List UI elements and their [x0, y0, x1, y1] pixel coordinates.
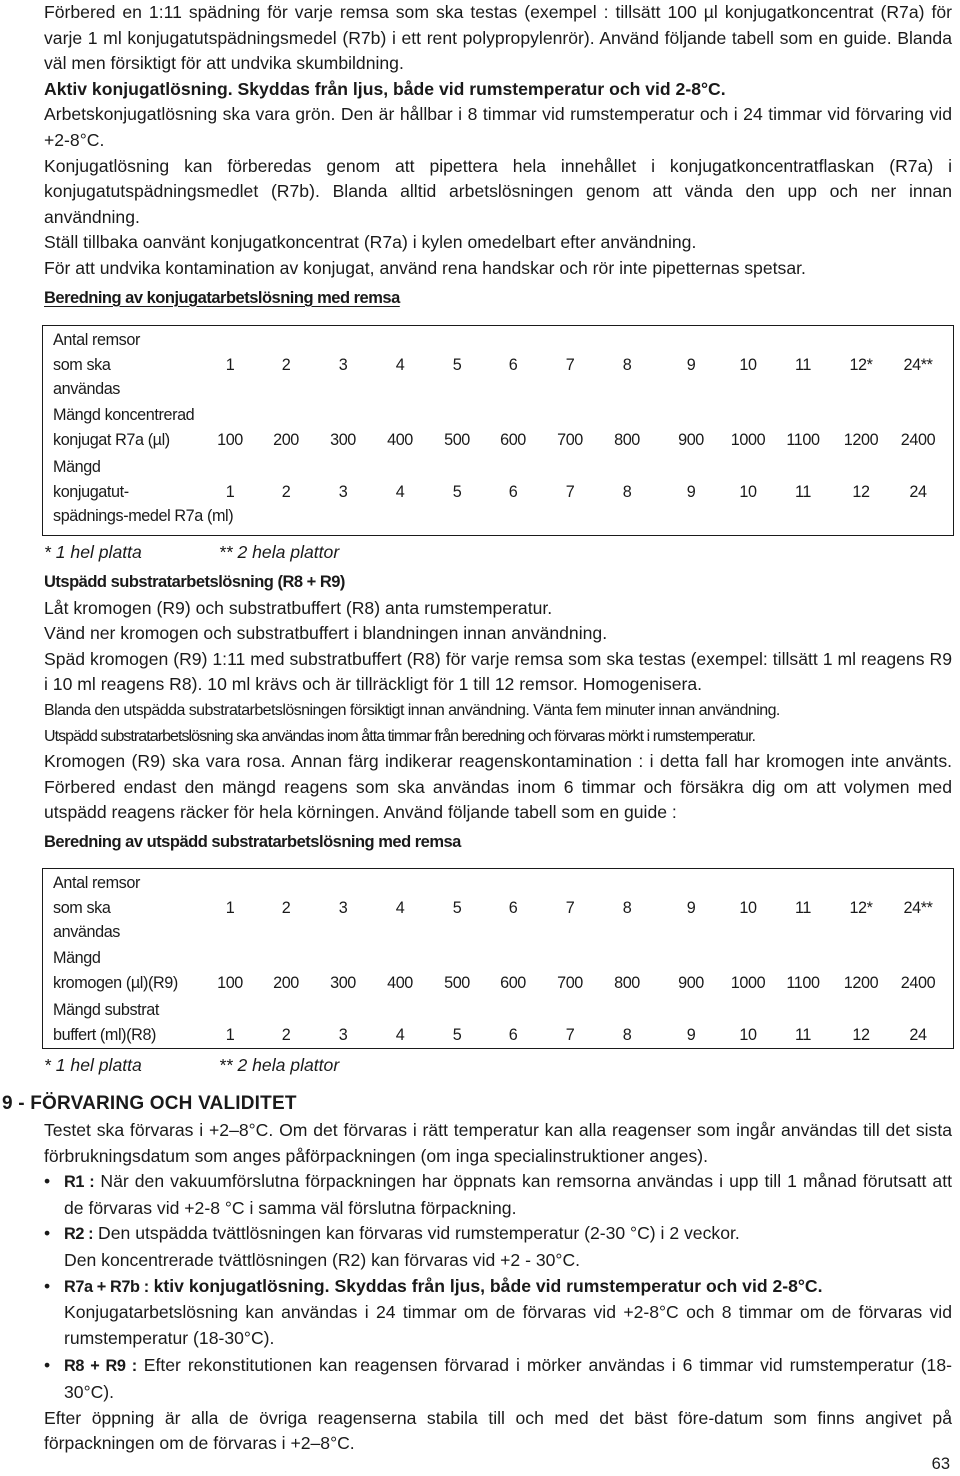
table-cell: 5: [452, 1025, 462, 1044]
row-label: [53, 871, 140, 945]
table-cell: 6: [508, 1025, 518, 1044]
table-cell: 900: [678, 430, 704, 449]
bullet-r2-label: R2 :: [64, 1225, 94, 1244]
table-cell: 4: [395, 482, 405, 501]
row-label-line: buffert (ml)(R8): [53, 1025, 157, 1044]
substrate-table: [42, 868, 954, 1049]
note-two-plates: ** 2 hela plattor: [218, 542, 340, 562]
bullet-r1-text: När den vakuumförslutna förpackningen har öppnats kan remsorna användas i upp till 1 månad förutsatt att de förvaras vid +2-8 °C i samma väl förslutna förpackning.: [64, 1171, 952, 1218]
row-label-line: som ska: [53, 355, 111, 374]
table-cell: 12: [852, 1025, 870, 1044]
intro-block: [44, 0, 952, 311]
table-cell: 100: [217, 430, 243, 449]
table-row: [43, 871, 953, 945]
substrate-p1: Låt kromogen (R9) och substratbuffert (R8) anta rumstemperatur.: [44, 597, 553, 618]
table-cell: 500: [444, 973, 470, 992]
table-cell: 24**: [903, 898, 933, 917]
table-cell: 6: [508, 898, 518, 917]
row-label-line: användas: [53, 380, 121, 399]
table-cell: 100: [217, 973, 243, 992]
table-cell: 300: [330, 973, 356, 992]
note-one-plate: * 1 hel platta: [44, 542, 142, 562]
bullet-r7-text: Konjugatarbetslösning kan användas i 24 timmar om de förvaras vid +2-8°C och 8 timmar om de förvaras vid rumstemperatur (18-30°C).: [64, 1302, 952, 1348]
table-cell: 11: [794, 482, 811, 501]
table2-notes: [44, 1053, 339, 1078]
table-cell: 4: [395, 355, 405, 374]
table-cell: 4: [395, 1025, 405, 1044]
table-cell: 2: [281, 355, 291, 374]
row-label-line: konjugatut-: [53, 482, 129, 501]
table-cell: 3: [338, 482, 348, 501]
table-cell: 10: [739, 1025, 757, 1044]
table-cell: 1100: [786, 430, 820, 449]
substrate-p6: Kromogen (R9) ska vara rosa. Annan färg indikerar reagenskontamination : i detta fall har kromogen inte använts. Förbered endast den mängd reagens som ska användas inom 6 timmar och försäkra dig om att volymen med utspädd reagens räcker för hela körningen. Använd följande tabell som en guide :: [44, 751, 952, 823]
table-cell: 2: [281, 482, 291, 501]
substrate-heading: Utspädd substratarbetslösning (R8 + R9): [44, 573, 345, 591]
table-cell: 1200: [843, 430, 879, 449]
table-cell: 10: [739, 898, 757, 917]
table-cell: 7: [565, 482, 575, 501]
table-cell: 700: [557, 973, 583, 992]
table-cell: 600: [500, 430, 526, 449]
green-conjugate-b: Den är hållbar i 8 timmar vid rumstemperatur och i 24 timmar vid förvaring vid +2-8°C.: [44, 104, 952, 150]
bullet-r8-r9: [44, 1353, 952, 1405]
row-label-line: Antal remsor: [53, 331, 140, 349]
bullet-r1-label: R1 :: [64, 1173, 95, 1192]
bullet-r2-text2: Den koncentrerade tvättlösningen (R2) kan förvaras vid +2 - 30°C.: [64, 1249, 581, 1270]
table-cell: 900: [678, 973, 704, 992]
table-cell: 1: [225, 482, 235, 501]
bullet-r7: [44, 1274, 952, 1352]
table-cell: 9: [686, 898, 696, 917]
table-cell: 1: [225, 1025, 235, 1044]
table-cell: 300: [330, 430, 356, 449]
bullet-r1: [44, 1169, 952, 1221]
closing-paragraph: Efter öppning är alla de övriga reagenserna stabila till och med det bäst före-datum som finns angivet på förpackningen om de förvaras i +2–8°C.: [44, 1407, 952, 1454]
row-label-line: kromogen (µl)(R9): [53, 973, 178, 992]
table-cell: 2: [281, 898, 291, 917]
table-cell: 200: [273, 430, 299, 449]
table-cell: 11: [794, 355, 811, 374]
table-row: [43, 403, 953, 452]
note-two-plates-2: ** 2 hela plattor: [218, 1055, 340, 1075]
table-cell: 11: [794, 898, 811, 917]
row-label-line: Mängd: [53, 949, 101, 967]
table-cell: 600: [500, 973, 526, 992]
green-conjugate-note: [44, 102, 952, 153]
table-cell: 8: [622, 482, 632, 501]
substrate-p3: Späd kromogen (R9) 1:11 med substratbuffert (R8) för varje remsa som ska testas (exempel: tillsätt 1 ml reagens R9 i 10 ml reagens R8). 10 ml krävs och är tillräckligt för 1 till 12 remsor. Homogenisera.: [44, 648, 952, 695]
table-cell: 400: [387, 973, 413, 992]
table-cell: 7: [565, 898, 575, 917]
substrate-table-heading: Beredning av utspädd substratarbetslösning med remsa: [44, 832, 461, 851]
table-row: [43, 946, 953, 995]
bullet-r8-label: R8 + R9 :: [64, 1357, 137, 1376]
table-cell: 9: [686, 482, 696, 501]
table-cell: 3: [338, 1025, 348, 1044]
table-cell: 1: [225, 355, 235, 374]
bullet-r2-text: Den utspädda tvättlösningen kan förvaras vid rumstemperatur (2-30 °C) i 2 veckor.: [93, 1223, 740, 1244]
row-label-line: spädnings-medel R7a (ml): [53, 507, 234, 526]
table-row: [43, 998, 953, 1047]
table-cell: 3: [338, 355, 348, 374]
page-number: 63: [931, 1455, 950, 1473]
substrate-p5: Utspädd substratarbetslösning ska användas inom åtta timmar från beredning och förvaras mörkt i rumstemperatur.: [44, 727, 755, 745]
row-label-line: användas: [53, 923, 121, 942]
table-row: [43, 455, 953, 529]
section-9-title: 9 - FÖRVARING OCH VALIDITET: [2, 1093, 297, 1114]
storage-paragraph: Testet ska förvaras i +2–8°C. Om det förvaras i rätt temperatur kan alla reagenser som ingår användas till det sista förbrukningsdatum som anges påförpackningen (om inga specialinstruktioner anges).: [44, 1120, 952, 1166]
row-label: [53, 328, 140, 402]
table-cell: 7: [565, 355, 575, 374]
row-label-line: Mängd koncentrerad: [53, 406, 195, 424]
table-cell: 200: [273, 973, 299, 992]
active-conjugate-warning: Aktiv konjugatlösning. Skyddas från ljus, både vid rumstemperatur och vid 2-8°C.: [44, 78, 726, 99]
table-cell: 12*: [849, 898, 873, 917]
return-concentrate-paragraph: Ställ tillbaka oanvänt konjugatkoncentrat (R7a) i kylen omedelbart efter användning.: [44, 232, 697, 253]
table-cell: 9: [686, 355, 696, 374]
table-cell: 700: [557, 430, 583, 449]
table-cell: 800: [614, 430, 640, 449]
substrate-p2: Vänd ner kromogen och substratbuffert i blandningen innan användning.: [44, 623, 608, 644]
table-cell: 400: [387, 430, 413, 449]
table-row: [43, 328, 953, 402]
section-9-body: [44, 1118, 952, 1457]
table-cell: 24**: [903, 355, 933, 374]
table-cell: 1: [225, 898, 235, 917]
table-cell: 12: [852, 482, 870, 501]
row-label: [53, 998, 159, 1047]
table-cell: 6: [508, 482, 518, 501]
table-cell: 4: [395, 898, 405, 917]
table-cell: 12*: [849, 355, 873, 374]
conjugate-prep-paragraph: Konjugatlösning kan förberedas genom att pipettera hela innehållet i konjugatkoncentratflaskan (R7a) i konjugatutspädningsmedlet (R7b). Blanda alltid arbetslösningen genom att vända den upp och ner innan användning.: [44, 155, 952, 227]
table-cell: 1100: [786, 973, 820, 992]
table-cell: 24: [909, 482, 927, 501]
table-cell: 1000: [730, 973, 766, 992]
row-label-line: som ska: [53, 898, 111, 917]
table-cell: 10: [739, 355, 757, 374]
table-cell: 8: [622, 1025, 632, 1044]
bullet-r7-label: R7a + R7b :: [64, 1277, 149, 1296]
table-cell: 5: [452, 898, 462, 917]
bullet-r2: [44, 1221, 952, 1273]
table-cell: 500: [444, 430, 470, 449]
intro-paragraph: Förbered en 1:11 spädning för varje remsa som ska testas (exempel : tillsätt 100 µl konjugatkoncentrat (R7a) för varje 1 ml konjugatutspädningsmedel (R7b) i ett rent polypropylenrör). Använd följande tabell som en guide. Blanda väl men försiktigt för att undvika skumbildning.: [44, 2, 952, 74]
table-cell: 10: [739, 482, 757, 501]
table-cell: 24: [909, 1025, 927, 1044]
substrate-block: [44, 570, 952, 856]
conjugate-table: [42, 325, 954, 536]
table-cell: 5: [452, 355, 462, 374]
table-cell: 2400: [900, 430, 936, 449]
substrate-p4: Blanda den utspädda substratarbetslösningen försiktigt innan användning. Vänta fem minuter innan användning.: [44, 701, 780, 719]
table-cell: 7: [565, 1025, 575, 1044]
table-cell: 2: [281, 1025, 291, 1044]
row-label: [53, 403, 194, 452]
table-cell: 11: [794, 1025, 811, 1044]
table-cell: 5: [452, 482, 462, 501]
table-cell: 800: [614, 973, 640, 992]
green-conjugate-a: Arbetskonjugatlösning ska vara grön.: [44, 104, 336, 125]
row-label-line: Antal remsor: [53, 874, 140, 892]
table-cell: 2400: [900, 973, 936, 992]
bullet-r8-text: Efter rekonstitutionen kan reagensen förvarad i mörker användas i 6 timmar vid rumstemperatur (18-30°C).: [64, 1355, 952, 1402]
table-cell: 6: [508, 355, 518, 374]
table-cell: 9: [686, 1025, 696, 1044]
table-cell: 1000: [730, 430, 766, 449]
table-cell: 3: [338, 898, 348, 917]
note-one-plate-2: * 1 hel platta: [44, 1055, 142, 1075]
row-label: [53, 946, 178, 995]
table-cell: 8: [622, 898, 632, 917]
avoid-contamination-paragraph: För att undvika kontamination av konjugat, använd rena handskar och rör inte pipetternas spetsar.: [44, 257, 806, 278]
conjugate-table-heading: Beredning av konjugatarbetslösning med remsa: [44, 288, 400, 307]
table-cell: 8: [622, 355, 632, 374]
bullet-r7-bold: ktiv konjugatlösning. Skyddas från ljus, både vid rumstemperatur och vid 2-8°C.: [148, 1275, 823, 1296]
row-label-line: Mängd: [53, 458, 101, 476]
row-label-line: konjugat R7a (µl): [53, 430, 170, 449]
table-cell: 1200: [843, 973, 879, 992]
table1-notes: [44, 540, 339, 565]
row-label-line: Mängd substrat: [53, 1001, 159, 1019]
